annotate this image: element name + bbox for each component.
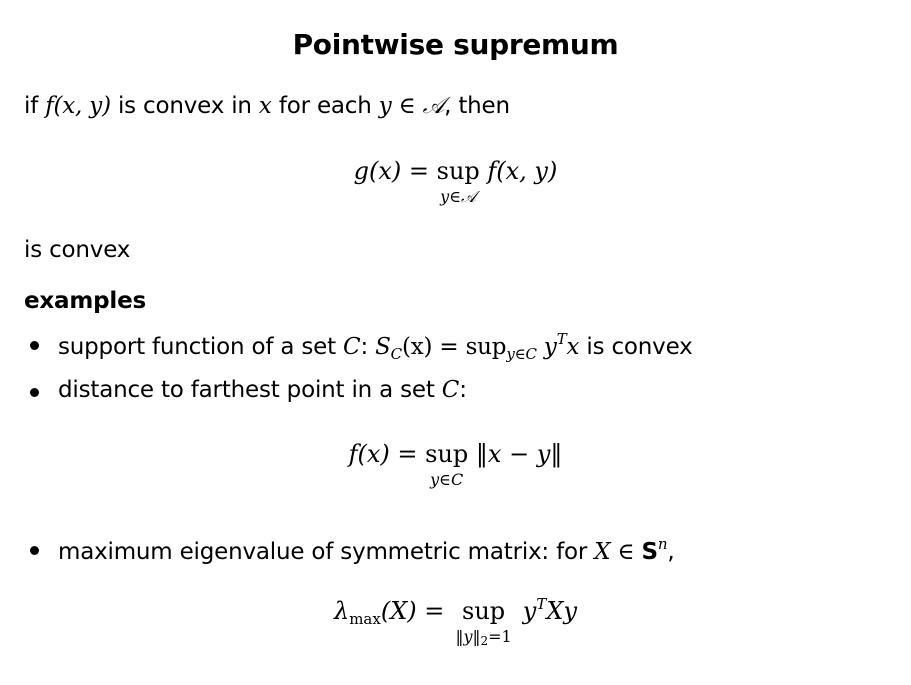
bullet2-colon: : — [459, 377, 467, 403]
eq3-under-norm: ‖y‖ — [455, 627, 481, 646]
bullet1-y: y — [536, 334, 557, 360]
eq1-rhs: f(x, y) — [479, 157, 558, 185]
eq3-sup: sup — [462, 597, 506, 625]
bullet1-s: S — [375, 334, 391, 360]
eq3-sup-subscript — [455, 627, 511, 648]
eq3-under-eq: =1 — [488, 627, 512, 646]
bullet1-text1: support function of a set — [58, 334, 344, 360]
eq2-rhs: ‖x − y‖ — [468, 440, 563, 468]
bullet1-colon: : — [360, 334, 376, 360]
bullet3-comma: , — [667, 539, 675, 565]
intro-set-member: y ∈ 𝒜 — [378, 93, 445, 119]
bullet1-x: x — [566, 334, 580, 360]
eq3-lambda-sub: max — [349, 610, 381, 628]
eq3-under-sub: 2 — [480, 634, 489, 648]
eq2-sup: sup — [425, 440, 469, 468]
bullet3-s: S — [641, 539, 658, 565]
eq1-lhs: g(x) = — [353, 157, 437, 185]
bullet3-in: ∈ — [610, 539, 642, 565]
bullet3-n: n — [657, 535, 668, 553]
intro-middle: is convex in — [110, 93, 259, 119]
eq1-sup-subscript: y∈𝒜 — [440, 187, 477, 206]
equation-g — [0, 157, 911, 206]
eq3-sup-operator — [455, 597, 512, 648]
eq3-lhs: (X) = — [380, 597, 453, 625]
bullet-dot — [30, 546, 39, 555]
eq2-sup-operator — [425, 440, 469, 489]
bullet-dot — [30, 341, 39, 350]
intro-middle2: for each — [271, 93, 379, 119]
intro-line — [24, 93, 510, 119]
conclusion-text: is convex — [24, 237, 131, 263]
bullet2-set-c: C — [441, 377, 460, 403]
bullet1-transpose: T — [556, 330, 567, 348]
intro-var-x: x — [258, 93, 272, 119]
equation-farthest — [0, 440, 911, 489]
bullet1-mid: (x) = sup — [401, 334, 507, 360]
eq3-rhs-transpose: T — [536, 595, 547, 613]
bullet-dot — [30, 388, 39, 397]
eq2-sup-subscript: y∈C — [430, 470, 464, 489]
intro-suffix: , then — [444, 93, 510, 119]
eq1-sup: sup — [436, 157, 480, 185]
bullet1-set-c: C — [343, 334, 361, 360]
eq2-lhs: f(x) = — [348, 440, 426, 468]
intro-prefix: if — [24, 93, 46, 119]
intro-f-expr: f(x, y) — [45, 93, 111, 119]
eq1-sup-operator — [436, 157, 480, 206]
eq3-rhs-y: y — [515, 597, 537, 625]
slide-title: Pointwise supremum — [292, 28, 619, 61]
bullet3-text1: maximum eigenvalue of symmetric matrix: for — [58, 539, 595, 565]
bullet1-s-sub: C — [390, 345, 402, 363]
bullet1-text3: is convex — [579, 334, 693, 360]
eq3-rhs: Xy — [546, 597, 578, 625]
examples-heading: examples — [24, 288, 146, 314]
bullet2-text1: distance to farthest point in a set — [58, 377, 442, 403]
equation-lambda-max — [0, 595, 911, 648]
bullet3-x: X — [594, 539, 611, 565]
eq3-lambda: λ — [333, 597, 350, 625]
bullet1-sup-sub: y∈C — [506, 345, 537, 363]
